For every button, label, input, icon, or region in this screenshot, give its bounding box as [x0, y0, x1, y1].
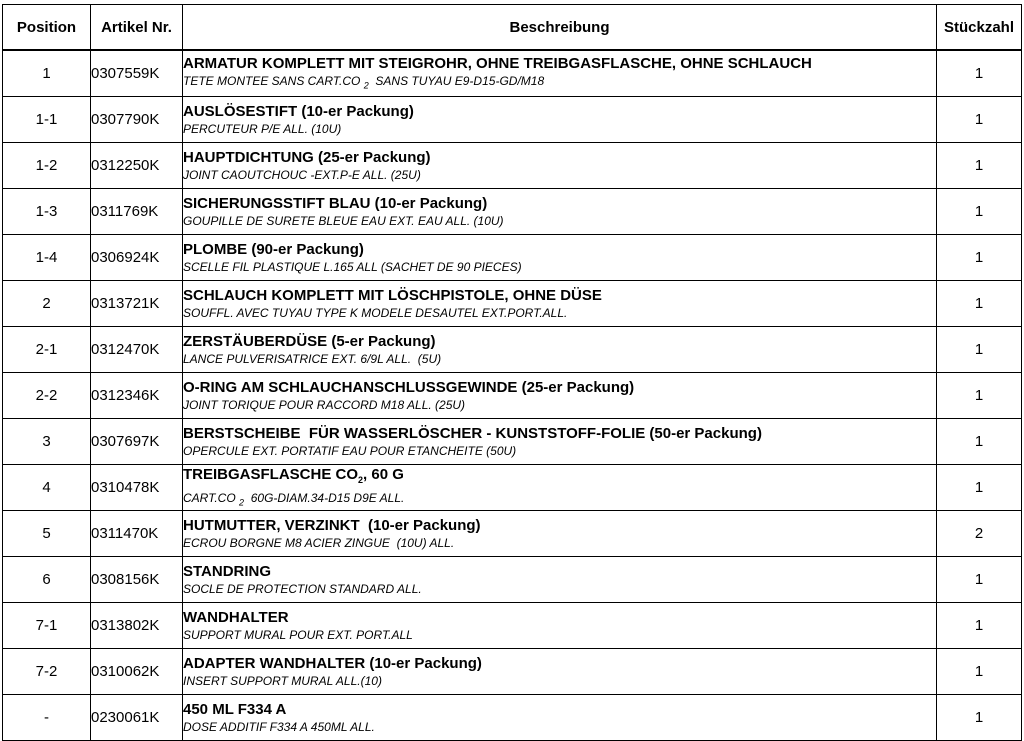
parts-table [2, 4, 1022, 741]
description-de: ADAPTER WANDHALTER (10-er Packung) [183, 655, 482, 673]
artikel-cell: 0307790K [91, 97, 183, 143]
description-fr-subscript: 2 [239, 497, 245, 508]
description-fr: JOINT CAOUTCHOUC -EXT.P-E ALL. (25U) [183, 168, 421, 182]
description-de: PLOMBE (90-er Packung) [183, 241, 364, 258]
position-cell: 4 [3, 465, 91, 511]
description-fr: GOUPILLE DE SURETE BLEUE EAU EXT. EAU ALL. (10U) [183, 214, 504, 228]
description-de [183, 465, 936, 490]
description-de: BERSTSCHEIBE FÜR WASSERLÖSCHER - KUNSTSTOFF-FOLIE (50-er Packung) [183, 425, 762, 442]
description-de: HAUPTDICHTUNG (25-er Packung) [183, 149, 431, 166]
description-de-part: , 60 G [363, 466, 404, 483]
description-de: ZERSTÄUBERDÜSE (5-er Packung) [183, 333, 436, 350]
description-fr: ECROU BORGNE M8 ACIER ZINGUE (10U) ALL. [183, 536, 455, 551]
artikel-cell: 0308156K [91, 557, 183, 603]
description-cell [183, 603, 937, 649]
quantity-cell: 1 [937, 189, 1022, 235]
artikel-cell: 0306924K [91, 235, 183, 281]
quantity-cell: 2 [937, 511, 1022, 557]
description-cell [183, 465, 937, 511]
position-cell: 1-3 [3, 189, 91, 235]
description-de-part: TREIBGASFLASCHE CO [183, 466, 359, 483]
description-fr: SOCLE DE PROTECTION STANDARD ALL. [183, 582, 422, 597]
table-row [3, 373, 1022, 419]
description-fr [183, 490, 936, 510]
table-row [3, 189, 1022, 235]
quantity-cell: 1 [937, 235, 1022, 281]
description-fr-subscript: 2 [363, 80, 369, 91]
position-cell: 2 [3, 281, 91, 327]
description-fr: SOUFFL. AVEC TUYAU TYPE K MODELE DESAUTEL EXT.PORT.ALL. [183, 306, 568, 320]
description-cell [183, 695, 937, 741]
position-cell: 7-2 [3, 649, 91, 695]
table-row [3, 235, 1022, 281]
description-fr: INSERT SUPPORT MURAL ALL.(10) [183, 674, 382, 689]
description-fr: LANCE PULVERISATRICE EXT. 6/9L ALL. (5U) [183, 352, 442, 366]
description-cell [183, 511, 937, 557]
description-de: HUTMUTTER, VERZINKT (10-er Packung) [183, 517, 481, 535]
position-cell: 1 [3, 50, 91, 97]
quantity-cell: 1 [937, 97, 1022, 143]
description-cell [183, 649, 937, 695]
position-cell: 1-2 [3, 143, 91, 189]
description-cell [183, 327, 937, 373]
table-row [3, 695, 1022, 741]
description-cell [183, 189, 937, 235]
artikel-cell: 0310062K [91, 649, 183, 695]
table-row [3, 97, 1022, 143]
description-de: SCHLAUCH KOMPLETT MIT LÖSCHPISTOLE, OHNE DÜSE [183, 287, 602, 304]
artikel-cell: 0307559K [91, 50, 183, 97]
table-row [3, 419, 1022, 465]
description-de: AUSLÖSESTIFT (10-er Packung) [183, 103, 414, 120]
artikel-cell: 0311769K [91, 189, 183, 235]
description-fr-part: SANS TUYAU E9-D15-GD/M18 [368, 73, 545, 88]
position-cell: 7-1 [3, 603, 91, 649]
artikel-cell: 0310478K [91, 465, 183, 511]
table-row [3, 603, 1022, 649]
description-fr: DOSE ADDITIF F334 A 450ML ALL. [183, 720, 375, 735]
position-cell: 1-1 [3, 97, 91, 143]
description-de-subscript: 2 [358, 475, 364, 485]
description-cell [183, 97, 937, 143]
position-cell: 5 [3, 511, 91, 557]
description-cell [183, 50, 937, 97]
artikel-cell: 0230061K [91, 695, 183, 741]
quantity-cell: 1 [937, 281, 1022, 327]
position-cell: 6 [3, 557, 91, 603]
quantity-cell: 1 [937, 373, 1022, 419]
description-fr: SCELLE FIL PLASTIQUE L.165 ALL (SACHET DE 90 PIECES) [183, 260, 522, 274]
description-de: O-RING AM SCHLAUCHANSCHLUSSGEWINDE (25-er Packung) [183, 379, 635, 396]
description-cell [183, 557, 937, 603]
artikel-cell: 0312346K [91, 373, 183, 419]
description-fr: OPERCULE EXT. PORTATIF EAU POUR ETANCHEITE (50U) [183, 444, 517, 458]
artikel-cell: 0311470K [91, 511, 183, 557]
quantity-cell: 1 [937, 419, 1022, 465]
description-fr: JOINT TORIQUE POUR RACCORD M18 ALL. (25U) [183, 398, 466, 412]
description-cell [183, 373, 937, 419]
artikel-cell: 0307697K [91, 419, 183, 465]
header-position: Position [3, 5, 91, 51]
description-fr: SUPPORT MURAL POUR EXT. PORT.ALL [183, 628, 413, 643]
description-fr: PERCUTEUR P/E ALL. (10U) [183, 122, 342, 136]
quantity-cell: 1 [937, 557, 1022, 603]
description-cell [183, 235, 937, 281]
table-row [3, 649, 1022, 695]
description-de: ARMATUR KOMPLETT MIT STEIGROHR, OHNE TREIBGASFLASCHE, OHNE SCHLAUCH [183, 54, 812, 72]
header-stueckzahl: Stückzahl [937, 5, 1022, 51]
description-de: WANDHALTER [183, 609, 289, 627]
quantity-cell: 1 [937, 603, 1022, 649]
position-cell: 2-2 [3, 373, 91, 419]
table-row [3, 327, 1022, 373]
table-row [3, 511, 1022, 557]
header-row [3, 5, 1022, 51]
table-row [3, 143, 1022, 189]
header-beschreibung: Beschreibung [183, 5, 937, 51]
description-cell [183, 419, 937, 465]
description-fr-part: 60G-DIAM.34-D15 D9E ALL. [244, 491, 405, 505]
position-cell: 1-4 [3, 235, 91, 281]
position-cell: - [3, 695, 91, 741]
description-de: SICHERUNGSSTIFT BLAU (10-er Packung) [183, 195, 488, 212]
description-fr-part: TETE MONTEE SANS CART.CO [183, 73, 361, 88]
artikel-cell: 0312470K [91, 327, 183, 373]
quantity-cell: 1 [937, 465, 1022, 511]
quantity-cell: 1 [937, 327, 1022, 373]
artikel-cell: 0313802K [91, 603, 183, 649]
quantity-cell: 1 [937, 143, 1022, 189]
description-cell [183, 143, 937, 189]
description-fr-part: CART.CO [183, 491, 236, 505]
quantity-cell: 1 [937, 649, 1022, 695]
position-cell: 2-1 [3, 327, 91, 373]
description-de: STANDRING [183, 563, 272, 581]
description-cell [183, 281, 937, 327]
table-row [3, 465, 1022, 511]
artikel-cell: 0313721K [91, 281, 183, 327]
quantity-cell: 1 [937, 695, 1022, 741]
description-fr [183, 73, 936, 93]
artikel-cell: 0312250K [91, 143, 183, 189]
description-de: 450 ML F334 A [183, 701, 287, 719]
position-cell: 3 [3, 419, 91, 465]
header-artikel: Artikel Nr. [91, 5, 183, 51]
quantity-cell: 1 [937, 50, 1022, 97]
table-row [3, 557, 1022, 603]
table-row [3, 281, 1022, 327]
table-row [3, 50, 1022, 97]
